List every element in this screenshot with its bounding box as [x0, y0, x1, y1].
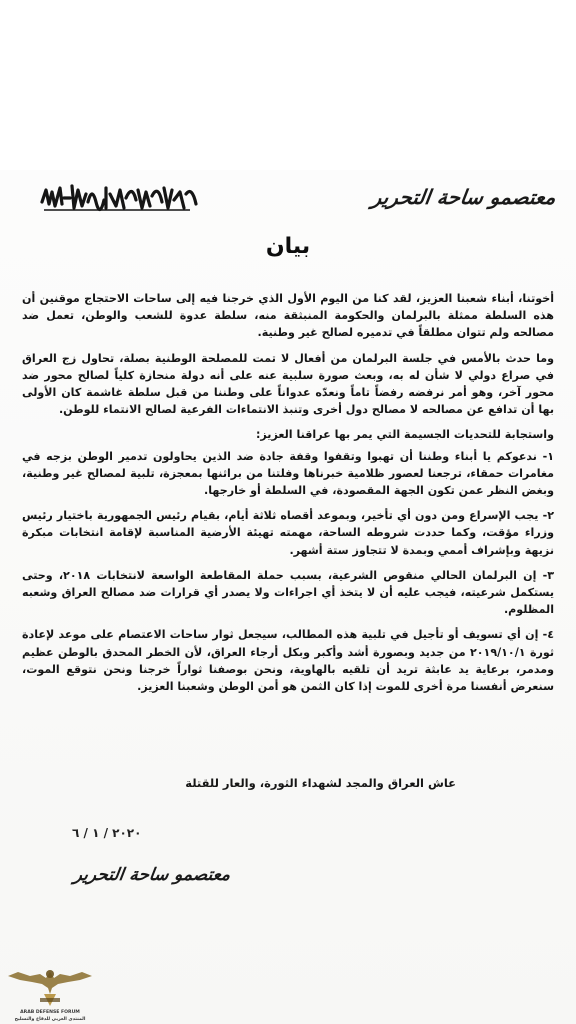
statement-body [22, 290, 554, 703]
forum-watermark [0, 962, 100, 1024]
closing-line: عاش العراق والمجد لشهداء الثورة، والعار للقتلة [185, 776, 456, 790]
footer-calligraphy-signature [40, 854, 230, 896]
demand-item-3: ٣- إن البرلمان الحالي منقوص الشرعية، بسبب حملة المقاطعة الواسعة لانتخابات ٢٠١٨، وحتى يستكمل شرعيته، فيجب عليه أن لا يتخذ أي اجراءات ولا يصدر أي قرارات ضد مصالح العراق وشعبه المظلوم. [22, 568, 554, 617]
document-title: بيان [265, 234, 311, 259]
paragraph-parliament: وما حدث بالأمس في جلسة البرلمان من أفعال لا تمت للمصلحة الوطنية بصلة، تحاول زج العراق في صراع دولي لا شأن له به، وبعث صورة سلبية عنه على أنه دولة منحازة كلياً لصالح محور ضد محور آخر، وهو أمر نرفضه رفضاً تاماً ونعدّه عدواناً على وطننا من قبل سلطة غاشمة كان الأولى بها أن تدافع عن مصالحه لا مصالح دول أخرى وتنبذ الانتماءات الفرعية لصالح الانتماء للوطن. [22, 351, 554, 417]
statement-date: ٢٠٢٠ / ١ / ٦ [72, 826, 142, 840]
demand-item-1: ١- ندعوكم يا أبناء وطننا أن تهبوا وتقفوا وقفة جادة ضد الذين يحاولون تدمير الوطن بزجه في مغامرات حمقاء، ترجعنا لعصور ظلامية خبرناها وفلتنا من براثنها بمعجزة، تلبية لمصالح غير وطنية، وبغض النظر عمن تكون الجهة المقصودة، في السلطة أو خارجها. [22, 449, 554, 498]
handwritten-scribble-logo [40, 180, 200, 216]
top-margin [0, 0, 576, 170]
paragraph-intro: أخوتنا، أبناء شعبنا العزيز، لقد كنا من اليوم الأول الذي خرجنا فيه إلى ساحات الاحتجاج موقنين أن هذه السلطة ممثلة بالبرلمان والحكومة المنبثقة منه، سلطة عدوة للشعب والوطن، تعمل ضد مصالحه ولم تتوان مطلقاً في تدميره لصالح غير وطنية. [22, 292, 554, 340]
eagle-emblem-icon [0, 962, 100, 1010]
watermark-english: ARAB DEFENSE FORUM [20, 1010, 80, 1015]
watermark-arabic: المنتدى العربي للدفاع والتسليح [14, 1017, 86, 1022]
footer-signature-text: معتصمو ساحة التحرير [72, 865, 232, 885]
header-signature-text: معتصمو ساحة التحرير [370, 185, 558, 209]
letterhead [40, 176, 556, 220]
header-calligraphy-signature [356, 176, 556, 218]
demand-item-4: ٤- إن أي تسويف أو تأجيل في تلبية هذه المطالب، سيجعل ثوار ساحات الاعتصام على موعد لإعادة ثورة ٢٠١٩/١٠/١ من جديد وبصورة أشد وأكبر وبكل أرجاء العراق، لأن الخطر المحدق بالوطن عظيم ومدمر، برعاية يد عابثة تريد أن تلقيه بالهاوية، ونحن بوصفنا ثواراً خرجنا ونحن نتوقع الموت، سنعرض أنفسنا مرة أخرى للموت إذا كان الثمن هو أمن الوطن وشعبنا العزيز. [22, 628, 555, 694]
paragraph-response-heading: واستجابة للتحديات الجسيمة التي يمر بها عراقنا العزيز: [255, 428, 554, 442]
demand-item-2: ٢- يجب الإسراع ومن دون أي تأخير، وبموعد أقصاه ثلاثة أيام، بقيام رئيس الجمهورية باختيار رئيس وزراء مؤقت، وكما حددت شروطه الساحة، مهمته تهيئة الأرضية المناسبة لإقامة انتخابات مبكرة نزيهة وبإشراف أممي وبمدة لا تتجاوز ستة أشهر. [22, 509, 554, 557]
